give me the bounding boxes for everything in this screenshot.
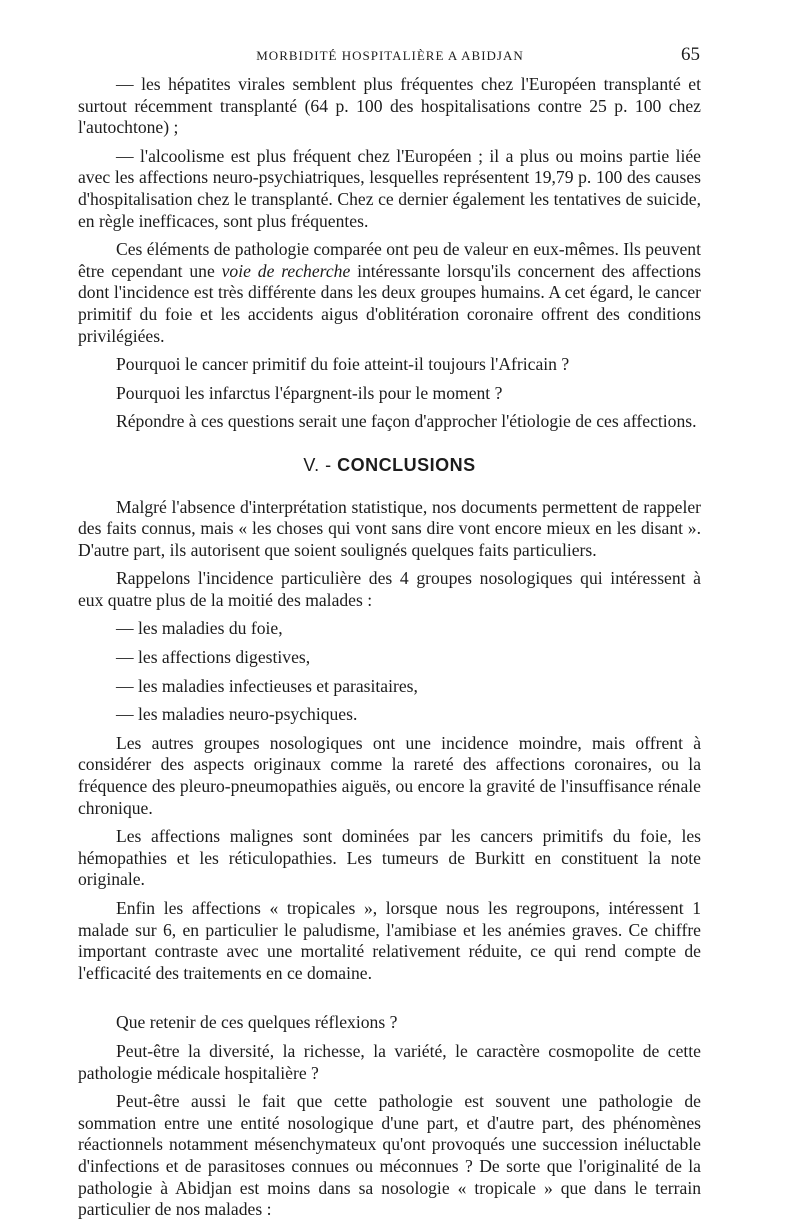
paragraph-question-reflexions: Que retenir de ces quelques réflexions ? — [116, 1012, 398, 1033]
paragraph-alcoolisme: — l'alcoolisme est plus fréquent chez l'Européen ; il a plus ou moins partie liée avec les affections neuro-psychiatriques, lesquelles représentent 19,79 p. 100 des causes d'hospitalisation chez le transplanté. Chez ce dernier également les tentatives de suicide, en règle inefficaces, sont plus fréquentes. — [78, 145, 701, 231]
running-header — [80, 44, 700, 68]
paragraph-diversite: Peut-être la diversité, la richesse, la variété, le caractère cosmopolite de cette pathologie médicale hospitalière ? — [78, 1040, 701, 1083]
paragraph-sommation: Peut-être aussi le fait que cette pathologie est souvent une pathologie de sommation entre une entité nosologique d'une part, et d'autre part, des phénomènes réactionnels notamment mésenchymateux qu'ont provoqués une succession inéluctable d'infections et de parasitoses connues ou méconnues ? De sorte que l'originalité de la pathologie à Abidjan est moins dans sa nosologie « tropicale » que dans le terrain particulier de nos malades : — [78, 1091, 701, 1220]
section-heading — [78, 455, 701, 477]
list-item: — les maladies infectieuses et parasitaires, — [116, 675, 418, 696]
question-infarctus: Pourquoi les infarctus l'épargnent-ils pour le moment ? — [116, 382, 503, 403]
paragraph-groupes-nosologiques: Rappelons l'incidence particulière des 4 groupes nosologiques qui intéressent à eux quatre plus de la moitié des malades : — [78, 568, 701, 610]
list-item: — les maladies neuro-psychiques. — [116, 704, 358, 725]
paragraph-affections-malignes: Les affections malignes sont dominées par les cancers primitifs du foie, les hémopathies et les réticulopathies. Les tumeurs de Burkitt en constituent la note originale. — [78, 826, 701, 890]
question-cancer-foie: Pourquoi le cancer primitif du foie atteint-il toujours l'Africain ? — [116, 354, 570, 375]
paragraph-pathologie-comparee — [78, 239, 701, 347]
paragraph-etiologie: Répondre à ces questions serait une façon d'approcher l'étiologie de ces affections. — [116, 411, 697, 432]
paragraph-text: Ces éléments de pathologie comparée ont peu de valeur en eux-mêmes. Ils peuvent être cependant une — [78, 239, 701, 281]
section-title: CONCLUSIONS — [337, 454, 476, 475]
paragraph-autres-groupes: Les autres groupes nosologiques ont une incidence moindre, mais offrent à considérer des aspects originaux comme la rareté des affections coronaires, ou la fréquence des pleuro-pneumopathies aiguës, ou encore la gravité de l'insuffisance rénale chronique. — [78, 732, 701, 818]
body-text — [78, 74, 701, 1228]
list-item: — les maladies du foie, — [116, 618, 283, 639]
paragraph-hepatites: — les hépatites virales semblent plus fréquentes chez l'Européen transplanté et surtout récemment transplanté (64 p. 100 des hospitalisations contre 25 p. 100 chez l'autochtone) ; — [78, 74, 701, 138]
list-item: — les affections digestives, — [116, 647, 311, 668]
paragraph-conclusions-intro: Malgré l'absence d'interprétation statistique, nos documents permettent de rappeler des faits connus, mais « les choses qui vont sans dire vont encore mieux en les disant ». D'autre part, ils autorisent que soient soulignés quelques faits particuliers. — [78, 496, 701, 560]
paragraph-text: intéressante lorsqu'ils concernent des affections dont l'incidence est très différente dans les deux groupes humains. A cet égard, le cancer primitif du foie et les accidents aigus d'oblitération coronaire offrent des conditions privilégiées. — [78, 260, 701, 346]
paragraph-affections-tropicales: Enfin les affections « tropicales », lorsque nous les regroupons, intéressent 1 malade sur 6, en particulier le paludisme, l'amibiase et les anémies graves. Ce chiffre important contraste avec une mortalité relativement réduite, ce qui rend compte de l'efficacité des traitements en ce domaine. — [78, 898, 701, 983]
page-number: 65 — [681, 44, 700, 65]
section-number: V. - — [303, 454, 338, 475]
italic-phrase: voie de recherche — [221, 260, 351, 281]
running-title: MORBIDITÉ HOSPITALIÈRE A ABIDJAN — [256, 48, 524, 63]
